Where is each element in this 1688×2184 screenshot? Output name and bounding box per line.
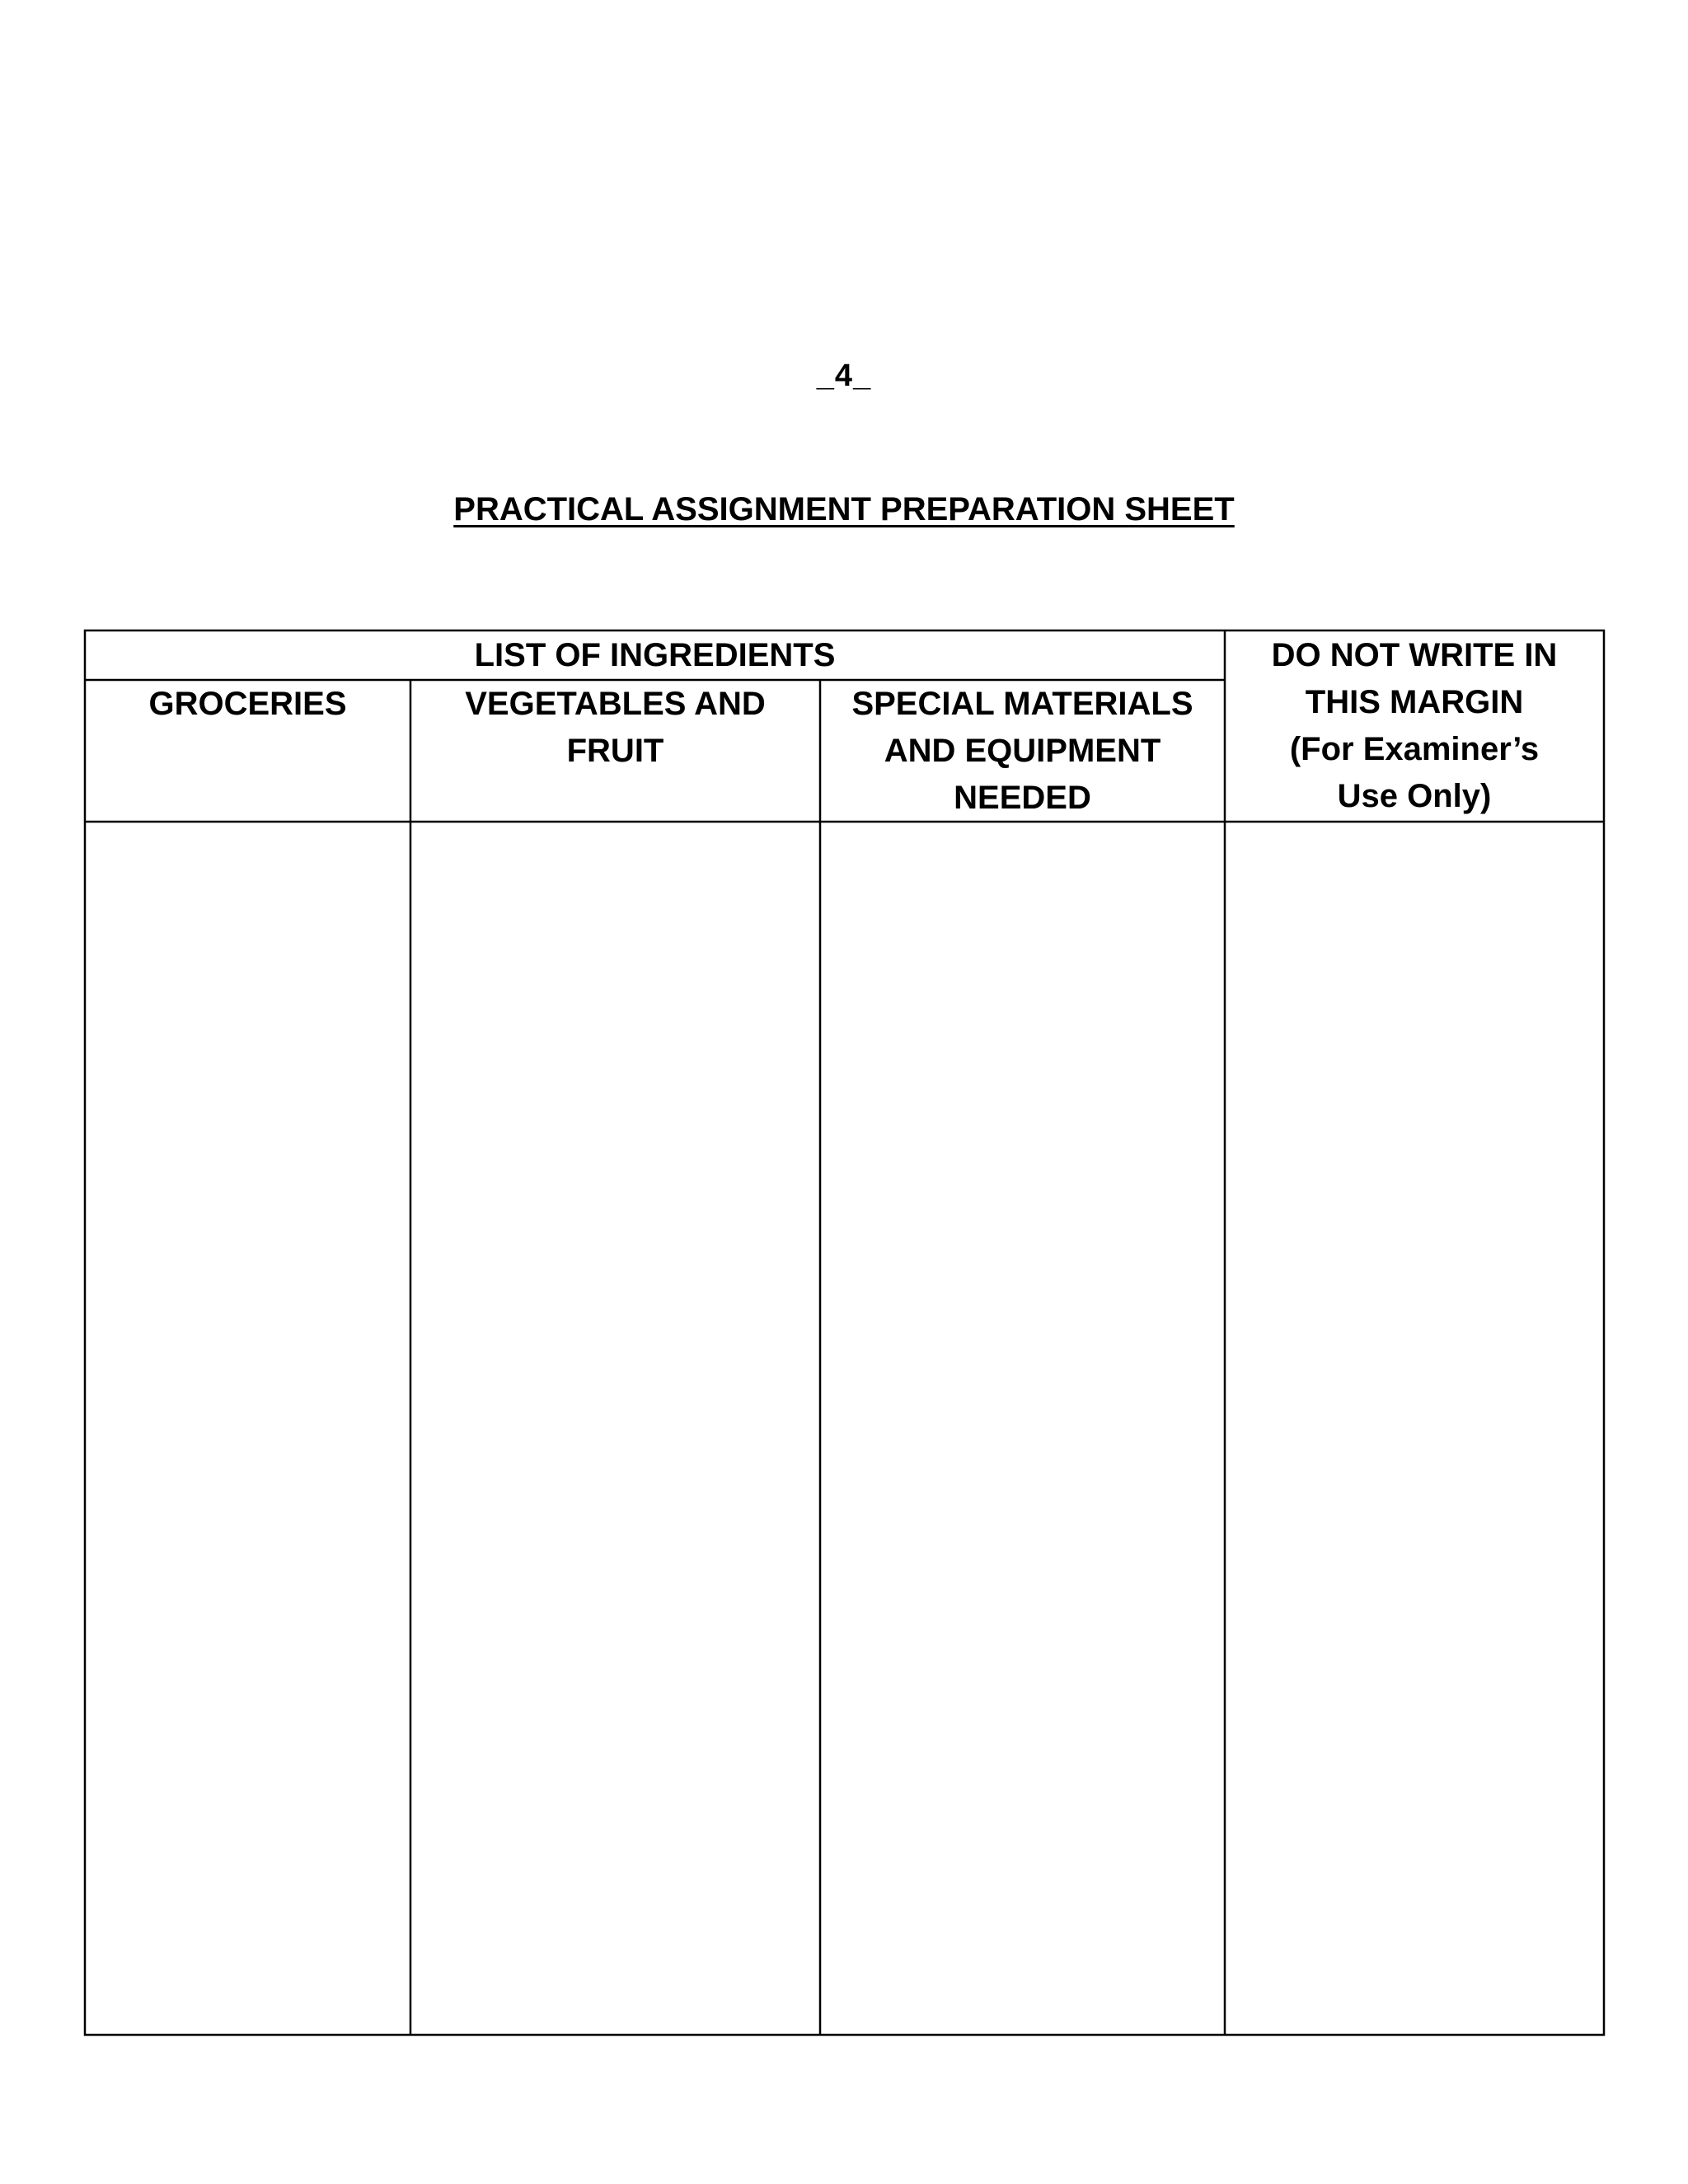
margin-header-line-3: (For Examiner’s — [1289, 731, 1540, 767]
vegetables-label-line-1: VEGETABLES AND — [465, 686, 766, 722]
special-label-line-1: SPECIAL MATERIALS — [851, 686, 1193, 722]
groceries-label: GROCERIES — [148, 686, 347, 722]
vegetables-fruit-entry-area[interactable] — [412, 823, 818, 2033]
sheet-title: PRACTICAL ASSIGNMENT PREPARATION SHEET — [453, 491, 1235, 527]
groceries-entry-area[interactable] — [87, 823, 409, 2033]
group-header-label: LIST OF INGREDIENTS — [474, 637, 836, 673]
page-number: _4_ — [816, 359, 872, 393]
groceries-column-header — [85, 681, 410, 728]
special-label-line-2: AND EQUIPMENT — [884, 733, 1161, 769]
examiner-margin-area — [1226, 823, 1602, 2033]
vegetables-fruit-column-header — [410, 681, 820, 775]
examiner-margin-header — [1225, 632, 1604, 820]
margin-header-line-2: THIS MARGIN — [1305, 684, 1524, 720]
special-materials-entry-area[interactable] — [822, 823, 1223, 2033]
margin-header-line-1: DO NOT WRITE IN — [1271, 637, 1558, 673]
vegetables-label-line-2: FRUIT — [566, 733, 664, 769]
special-label-line-3: NEEDED — [954, 780, 1091, 816]
special-materials-column-header — [820, 681, 1225, 822]
list-of-ingredients-header — [85, 632, 1225, 679]
margin-header-line-4: Use Only) — [1337, 778, 1492, 814]
